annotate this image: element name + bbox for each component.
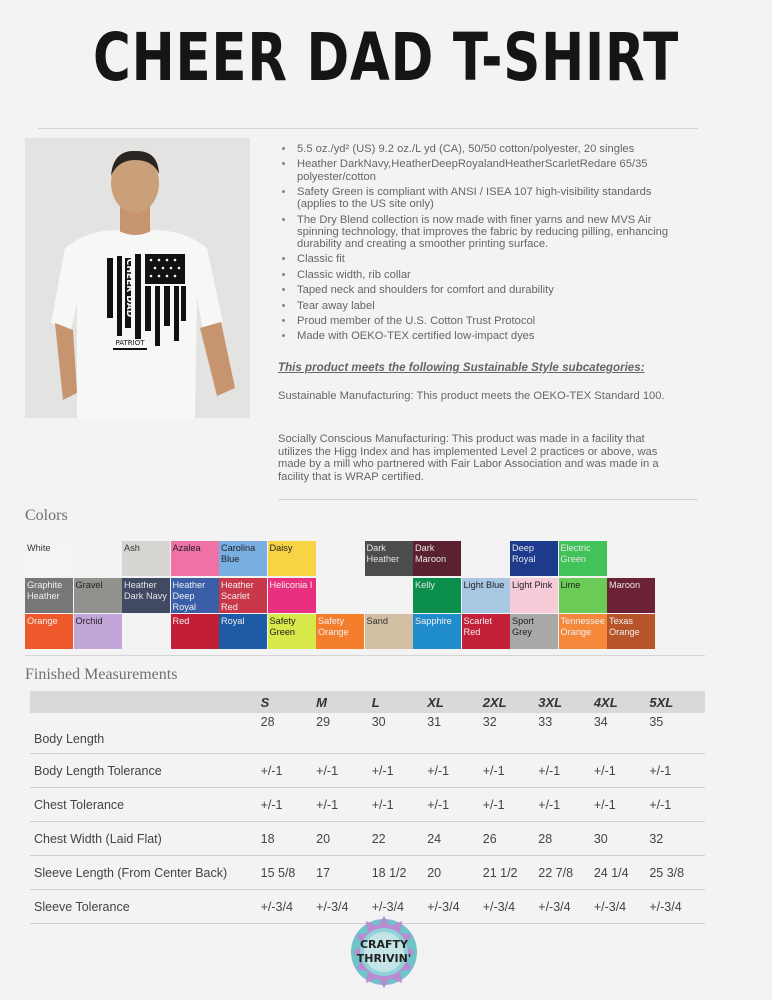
sustainable-manufacturing-text: Sustainable Manufacturing: This product meets the OEKO-TEX Standard 100. <box>278 390 665 402</box>
measurement-value: +/-1 <box>372 754 428 788</box>
feature-list <box>280 143 685 346</box>
measurement-label: Sleeve Tolerance <box>30 890 261 924</box>
color-swatch[interactable]: Deep Royal <box>510 541 558 576</box>
color-swatch[interactable]: Sport Grey <box>510 614 558 649</box>
measurement-value: 28 <box>261 713 317 754</box>
measurement-value: +/-1 <box>594 788 650 822</box>
page-title: CHEER DAD T-SHIRT <box>93 19 679 96</box>
color-swatch[interactable]: Scarlet Red <box>462 614 510 649</box>
measurement-value: +/-1 <box>261 754 317 788</box>
measurement-value: +/-1 <box>427 788 483 822</box>
color-swatch[interactable]: Tennessee Orange <box>559 614 607 649</box>
measurement-value: 28 <box>538 822 594 856</box>
measurement-value: 32 <box>483 713 539 754</box>
divider <box>38 128 698 129</box>
measurement-value: +/-1 <box>427 754 483 788</box>
feature-item: • 5.5 oz./yd² (US) 9.2 oz./L yd (CA), 50/50 cotton/polyester, 20 singles <box>295 143 685 155</box>
crafty-thrivin-logo <box>343 915 425 989</box>
divider <box>25 655 705 656</box>
logo-line-1: CRAFTY <box>359 938 409 951</box>
measurement-value: +/-1 <box>316 788 372 822</box>
measurement-value: +/-3/4 <box>483 890 539 924</box>
shirt-brand-text: PATRIOT <box>115 339 145 347</box>
measurement-value: +/-1 <box>649 788 705 822</box>
social-manufacturing-text: Socially Conscious Manufacturing: This product was made in a facility that utilizes the Higg Index and has implemented Level 2 practices or above, was made by a mill who partnered with Fair Labor Association and was made in a facility that is WRAP certified. <box>278 433 659 483</box>
color-swatch[interactable]: Electric Green <box>559 541 607 576</box>
feature-item: • Classic fit <box>295 253 685 265</box>
color-swatch[interactable]: Sand <box>365 614 413 649</box>
measurement-value: +/-3/4 <box>427 890 483 924</box>
color-swatch[interactable]: Ash <box>122 541 170 576</box>
size-header: 3XL <box>538 691 594 713</box>
size-header: S <box>261 691 317 713</box>
color-swatch[interactable]: Daisy <box>268 541 316 576</box>
color-swatch[interactable]: Heliconia I <box>268 578 316 613</box>
measurement-value: +/-1 <box>483 788 539 822</box>
color-swatch[interactable]: Safety Orange <box>316 614 364 649</box>
color-swatch[interactable]: Royal <box>219 614 267 649</box>
table-row <box>30 754 705 788</box>
measurement-label: Chest Width (Laid Flat) <box>30 822 261 856</box>
size-header: M <box>316 691 372 713</box>
product-photo <box>25 138 250 418</box>
size-header: 2XL <box>483 691 539 713</box>
measurement-value: +/-3/4 <box>649 890 705 924</box>
measurement-value: 34 <box>594 713 650 754</box>
color-swatch[interactable]: Lime <box>559 578 607 613</box>
measurement-value: 35 <box>649 713 705 754</box>
measurement-value: 32 <box>649 822 705 856</box>
feature-item: • Proud member of the U.S. Cotton Trust Protocol <box>295 315 685 327</box>
measurement-value: 17 <box>316 856 372 890</box>
measurement-value: 26 <box>483 822 539 856</box>
feature-item: • The Dry Blend collection is now made with finer yarns and new MVS Air spinning technology, that improves the fabric by reducing pilling, enhancing durability and creating a smoother printing surface. <box>295 214 685 251</box>
color-swatch[interactable]: Carolina Blue <box>219 541 267 576</box>
measurement-value: +/-3/4 <box>594 890 650 924</box>
color-swatch[interactable]: Azalea <box>171 541 219 576</box>
measurement-value: 31 <box>427 713 483 754</box>
divider <box>278 499 698 500</box>
color-swatch[interactable]: Graphite Heather <box>25 578 73 613</box>
model-illustration <box>25 138 250 418</box>
color-swatch[interactable]: Light Pink <box>510 578 558 613</box>
table-row <box>30 788 705 822</box>
color-swatch[interactable]: Maroon <box>607 578 655 613</box>
table-row <box>30 713 705 754</box>
measurement-label: Sleeve Length (From Center Back) <box>30 856 261 890</box>
feature-item: • Taped neck and shoulders for comfort and durability <box>295 284 685 296</box>
measurement-value: +/-1 <box>261 788 317 822</box>
table-row <box>30 856 705 890</box>
color-swatch[interactable]: Sapphire <box>413 614 461 649</box>
measurement-value: +/-1 <box>483 754 539 788</box>
measurement-label: Chest Tolerance <box>30 788 261 822</box>
header-blank <box>30 691 261 713</box>
measurement-value: 33 <box>538 713 594 754</box>
feature-item: • Tear away label <box>295 300 685 312</box>
measurement-value: 30 <box>594 822 650 856</box>
color-swatch[interactable]: White <box>25 541 73 576</box>
shirt-print-text: CHEER DAD <box>124 258 134 318</box>
measurement-value: 24 <box>427 822 483 856</box>
size-header: 4XL <box>594 691 650 713</box>
size-header: XL <box>427 691 483 713</box>
measurement-value: +/-3/4 <box>261 890 317 924</box>
sustainable-heading: This product meets the following Sustainable Style subcategories: <box>278 361 645 374</box>
size-header-row <box>30 691 705 713</box>
measurement-value: 30 <box>372 713 428 754</box>
feature-item: • Safety Green is compliant with ANSI / ISEA 107 high-visibility standards (applies to the US site only) <box>295 186 685 210</box>
color-swatch[interactable]: Red <box>171 614 219 649</box>
color-swatch[interactable]: Dark Maroon <box>413 541 461 576</box>
colors-title: Colors <box>25 507 68 524</box>
measurement-value: +/-3/4 <box>538 890 594 924</box>
measurement-value: +/-1 <box>372 788 428 822</box>
table-row <box>30 822 705 856</box>
color-swatch[interactable]: Orange <box>25 614 73 649</box>
measurement-value: 21 1/2 <box>483 856 539 890</box>
measurement-value: 18 <box>261 822 317 856</box>
measurement-value: +/-1 <box>649 754 705 788</box>
measurement-value: 24 1/4 <box>594 856 650 890</box>
measurement-value: +/-1 <box>316 754 372 788</box>
color-swatch[interactable]: Safety Green <box>268 614 316 649</box>
measurement-value: 29 <box>316 713 372 754</box>
measurement-value: 15 5/8 <box>261 856 317 890</box>
color-swatch[interactable]: Heather Dark Navy <box>122 578 170 613</box>
size-header: L <box>372 691 428 713</box>
measurement-value: +/-1 <box>538 754 594 788</box>
color-swatch[interactable]: Heather Scarlet Red <box>219 578 267 613</box>
feature-item: • Classic width, rib collar <box>295 269 685 281</box>
measurement-value: 20 <box>316 822 372 856</box>
measurement-value: +/-1 <box>594 754 650 788</box>
measurement-value: +/-3/4 <box>372 890 428 924</box>
color-swatch[interactable]: Heather Deep Royal <box>171 578 219 613</box>
size-header: 5XL <box>649 691 705 713</box>
measurement-value: +/-3/4 <box>316 890 372 924</box>
measurement-value: +/-1 <box>538 788 594 822</box>
measurements-title: Finished Measurements <box>25 666 178 683</box>
color-swatch[interactable]: Gravel <box>74 578 122 613</box>
feature-item: • Made with OEKO-TEX certified low-impact dyes <box>295 330 685 342</box>
color-swatch[interactable]: Orchid <box>74 614 122 649</box>
feature-item: • Heather DarkNavy,HeatherDeepRoyalandHeatherScarletRedare 65/35 polyester/cotton <box>295 158 685 182</box>
measurement-value: 20 <box>427 856 483 890</box>
logo-line-2: THRIVIN' <box>356 952 412 965</box>
color-swatch[interactable]: Kelly <box>413 578 461 613</box>
measurement-label: Body Length <box>30 713 261 754</box>
measurement-value: 18 1/2 <box>372 856 428 890</box>
color-swatch[interactable]: Dark Heather <box>365 541 413 576</box>
color-swatch[interactable]: Light Blue <box>462 578 510 613</box>
color-swatch[interactable]: Texas Orange <box>607 614 655 649</box>
measurement-value: 25 3/8 <box>649 856 705 890</box>
measurement-value: 22 <box>372 822 428 856</box>
measurements-table <box>30 691 705 924</box>
measurement-label: Body Length Tolerance <box>30 754 261 788</box>
measurement-value: 22 7/8 <box>538 856 594 890</box>
